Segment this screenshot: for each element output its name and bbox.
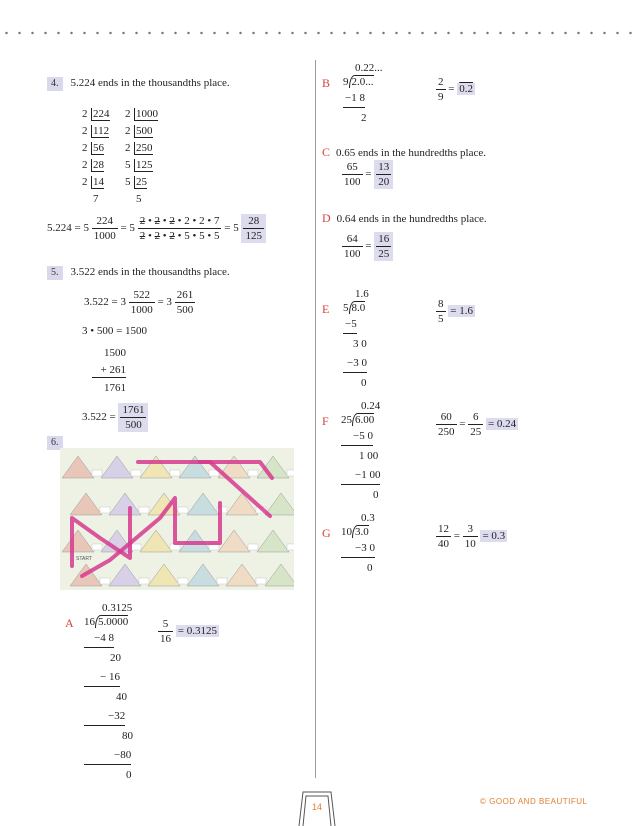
factor-row: 2 224 bbox=[82, 108, 110, 120]
division-step: 1 00 bbox=[359, 450, 379, 462]
game-tile bbox=[178, 507, 188, 513]
q4-eq-mid: = 5 bbox=[120, 222, 135, 235]
partA-divisor: 16 bbox=[84, 616, 95, 628]
page-number-tab bbox=[297, 786, 337, 826]
partD-header: D 0.64 ends in the hundredths place. bbox=[322, 211, 487, 225]
division-step: 20 bbox=[110, 652, 121, 664]
partA-letter: A bbox=[65, 616, 74, 630]
factor-row: 2 112 bbox=[82, 125, 110, 137]
dotted-top-border bbox=[0, 31, 638, 35]
partF-letter: F bbox=[322, 414, 329, 428]
q5-header bbox=[47, 265, 230, 280]
division-step: 0 bbox=[367, 562, 373, 574]
division-step: 0 bbox=[361, 377, 367, 389]
partF-answer: = 0.24 bbox=[487, 418, 517, 431]
factor-row: 2 500 bbox=[125, 125, 153, 137]
q4-factor-tree-left bbox=[82, 106, 110, 208]
division-step: −80 bbox=[84, 746, 131, 765]
division-step: −5 bbox=[343, 315, 357, 334]
division-step: 3 0 bbox=[353, 338, 367, 350]
q5-result: 3.522 = $\frac{1761}{500}$ bbox=[82, 403, 148, 432]
division-step: 0 bbox=[373, 489, 379, 501]
q5-statement: 3.522 ends in the thousandths place. bbox=[70, 266, 230, 278]
partB-answer: 0.2 bbox=[459, 83, 473, 96]
factor-row: 5 bbox=[136, 193, 142, 205]
game-tile bbox=[92, 470, 102, 476]
partB-letter: B bbox=[322, 76, 331, 90]
division-step: 80 bbox=[122, 730, 133, 742]
factor-row: 2 56 bbox=[82, 142, 104, 154]
q4-eq-lhs: 5.224 = 5 bbox=[47, 222, 89, 235]
partF-result: $\frac{60}{250}$ = $\frac{6}{25}$ = 0.24 bbox=[438, 411, 517, 438]
game-tile bbox=[256, 578, 266, 584]
division-step: −3 0 bbox=[343, 354, 367, 373]
partE-result: $\frac{8}{5}$ = 1.6 bbox=[438, 298, 473, 325]
game-tile bbox=[131, 470, 141, 476]
tent-game-board bbox=[60, 448, 294, 590]
q5-line1: 3.522 = 3 $\frac{522}{1000}$ = 3 $\frac{261}{500}$ bbox=[84, 289, 194, 316]
brand-footer: © GOOD AND BEAUTIFUL bbox=[480, 797, 588, 806]
division-step: 0 bbox=[126, 769, 132, 781]
partA-long-division bbox=[84, 601, 144, 785]
game-start-label: START bbox=[76, 556, 92, 562]
q4-frac-cancel-den: 2 • 2 • 2 • 5 • 5 • 5 bbox=[139, 230, 220, 242]
factor-row: 2 1000 bbox=[125, 108, 158, 120]
column-divider bbox=[315, 60, 316, 778]
q5-line2: 3 • 500 = 1500 bbox=[82, 325, 148, 337]
partG-letter: G bbox=[322, 526, 331, 540]
game-tile bbox=[217, 578, 227, 584]
division-step: − 16 bbox=[84, 668, 120, 687]
q4-frac-cancel bbox=[138, 214, 222, 243]
game-tile bbox=[287, 470, 294, 476]
partE-long-division: 1.6 5 8.0 −5 3 0 −3 0 0 bbox=[343, 287, 383, 393]
division-step: −32 bbox=[84, 707, 125, 726]
partE-letter: E bbox=[322, 302, 330, 316]
factor-row: 2 28 bbox=[82, 159, 104, 171]
partD-work: $\frac{64}{100}$ = $\frac{16}{25}$ bbox=[342, 232, 393, 261]
game-tile bbox=[248, 544, 258, 550]
game-tile bbox=[287, 544, 294, 550]
partC-answer: $\frac{13}{20}$ bbox=[374, 160, 393, 189]
division-step: −1 8 bbox=[343, 89, 365, 108]
partF-long-division: 0.24 25 6.00 −5 0 1 00 −1 00 0 bbox=[341, 399, 391, 505]
partC-header: C 0.65 ends in the hundredths place. bbox=[322, 145, 487, 159]
factor-row: 2 14 bbox=[82, 176, 104, 188]
q4-factor-tree-right bbox=[125, 106, 158, 208]
partG-answer: = 0.3 bbox=[482, 530, 506, 543]
q5-answer-frac: $\frac{1761}{500}$ bbox=[118, 403, 148, 432]
q4-number: 4. bbox=[47, 77, 63, 91]
partB-result: $\frac{2}{9}$ = 0.2 bbox=[438, 76, 473, 103]
partA-result: $\frac{5}{16}$ = 0.3125 bbox=[160, 618, 217, 645]
game-tile bbox=[131, 544, 141, 550]
q4-equation bbox=[47, 214, 266, 243]
q5-number: 5. bbox=[47, 266, 63, 280]
factor-row: 7 bbox=[93, 193, 99, 205]
division-step: −3 0 bbox=[341, 539, 375, 558]
q5-frac-2: $\frac{261}{500}$ bbox=[176, 289, 194, 316]
game-tile bbox=[178, 578, 188, 584]
q4-statement: 5.224 ends in the thousandths place. bbox=[70, 77, 230, 89]
q4-header bbox=[47, 76, 230, 91]
game-tile bbox=[139, 507, 149, 513]
game-tile bbox=[100, 578, 110, 584]
division-step: 2 bbox=[361, 112, 367, 124]
q5-frac-1: $\frac{522}{1000}$ bbox=[130, 289, 153, 316]
factor-row: 2 250 bbox=[125, 142, 153, 154]
q6-number: 6. bbox=[47, 436, 63, 450]
game-tile bbox=[100, 507, 110, 513]
q4-answer-frac: $\frac{28}{125}$ bbox=[241, 214, 266, 243]
division-step: −4 8 bbox=[84, 629, 114, 648]
game-tile bbox=[170, 470, 180, 476]
division-step: −5 0 bbox=[341, 427, 373, 446]
division-step: 40 bbox=[116, 691, 127, 703]
division-step: −1 00 bbox=[341, 466, 380, 485]
partC-work: $\frac{65}{100}$ = $\frac{13}{20}$ bbox=[342, 160, 393, 189]
game-tile bbox=[92, 544, 102, 550]
q5-addition: 1500 + 261 1761 bbox=[92, 346, 126, 395]
game-tile bbox=[248, 470, 258, 476]
factor-row: 5 25 bbox=[125, 176, 147, 188]
game-tile bbox=[139, 578, 149, 584]
partB-long-division: 0.22... 9 2.0... −1 8 2 bbox=[343, 61, 393, 128]
partE-answer: = 1.6 bbox=[450, 305, 473, 318]
partA-answer: = 0.3125 bbox=[177, 625, 217, 638]
partA-dividend: 5.0000 bbox=[95, 615, 128, 628]
page-number: 14 bbox=[311, 802, 323, 812]
partA-quotient: 0.3125 bbox=[102, 602, 133, 614]
q4-frac-cancel-num: 2 • 2 • 2 • 2 • 2 • 7 bbox=[139, 215, 220, 227]
partG-result: $\frac{12}{40}$ = $\frac{3}{10}$ = 0.3 bbox=[438, 523, 506, 550]
partG-long-division: 0.3 10 3.0 −3 0 0 bbox=[341, 511, 391, 578]
factor-row: 5 125 bbox=[125, 159, 153, 171]
q4-eq-eq: = 5 bbox=[224, 222, 239, 235]
partD-answer: $\frac{16}{25}$ bbox=[374, 232, 393, 261]
q4-frac-1: $\frac{224}{1000}$ bbox=[93, 215, 116, 242]
